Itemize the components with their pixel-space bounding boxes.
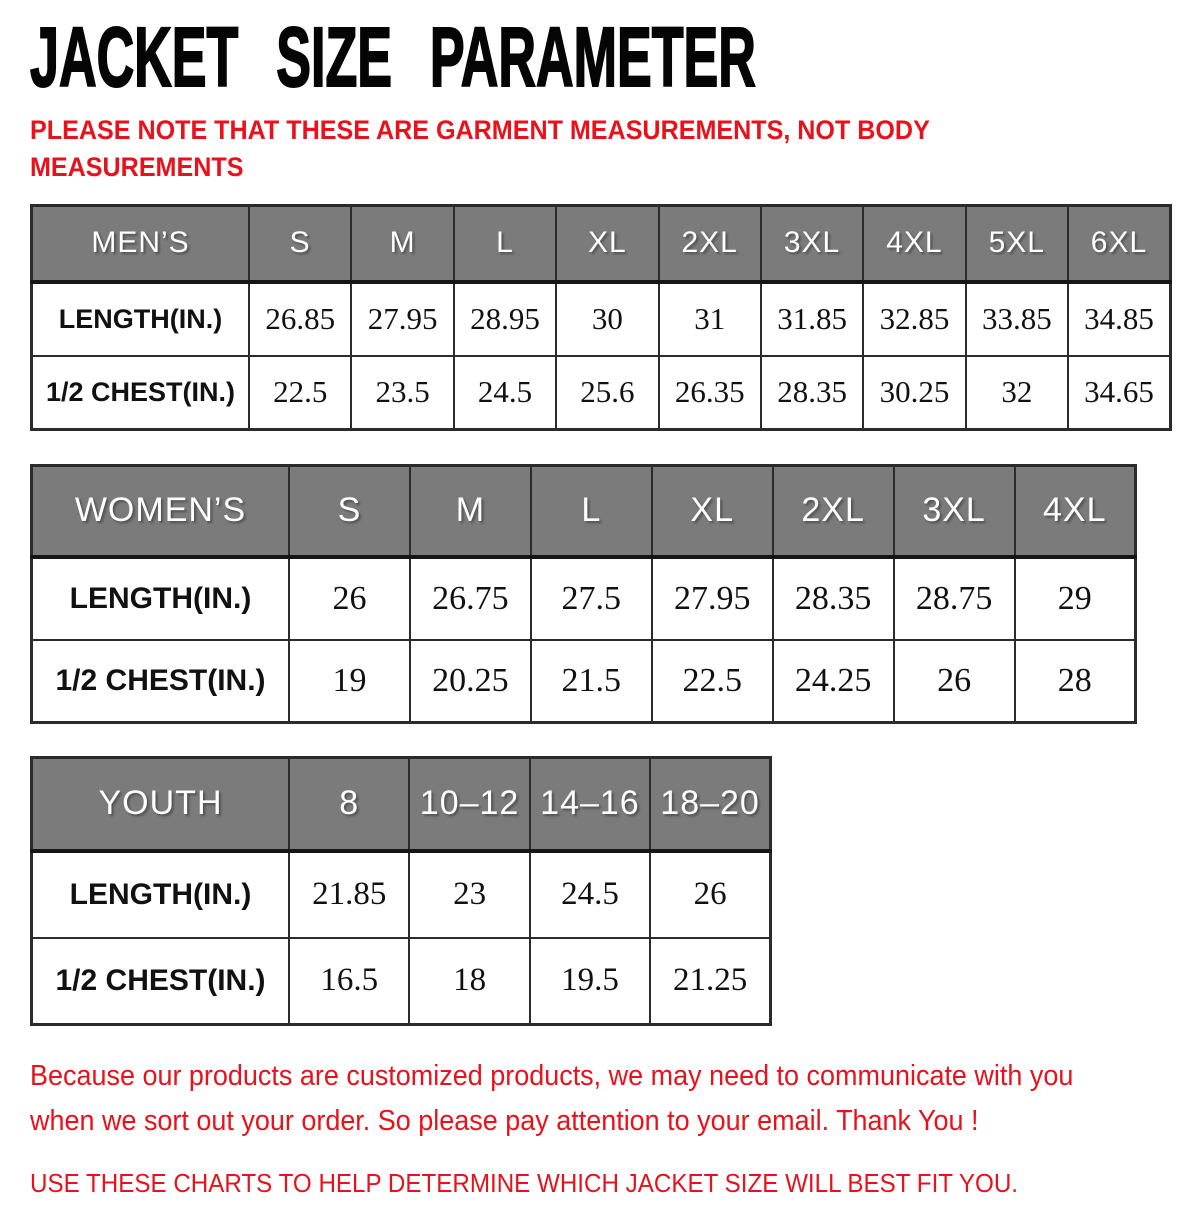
womens-measurement-value: 27.95 xyxy=(652,557,773,640)
note-line-2: MEASUREMENTS xyxy=(30,151,244,182)
youth-measurement-value: 18 xyxy=(409,938,529,1025)
youth-row-label: 1/2 CHEST(IN.) xyxy=(32,938,290,1025)
mens-row-label: LENGTH(IN.) xyxy=(32,282,250,356)
youth-measurement-value: 19.5 xyxy=(530,938,650,1025)
mens-size-header: XL xyxy=(556,205,658,282)
note-line-1: PLEASE NOTE THAT THESE ARE GARMENT MEASUREMENTS, NOT BODY xyxy=(30,114,930,145)
mens-size-header: M xyxy=(351,205,453,282)
womens-measurement-value: 24.25 xyxy=(773,640,894,723)
customization-notice-line-2: when we sort out your order. So please pay attention to your email. Thank You ! xyxy=(30,1104,979,1137)
womens-row-label: LENGTH(IN.) xyxy=(32,557,290,640)
womens-size-header: 2XL xyxy=(773,465,894,557)
youth-size-header: 8 xyxy=(289,757,409,851)
mens-measurement-value: 31.85 xyxy=(761,282,863,356)
mens-measurement-value: 32.85 xyxy=(863,282,965,356)
customization-notice-line-1: Because our products are customized products, we may need to communicate with you xyxy=(30,1059,1074,1092)
youth-measurement-value: 24.5 xyxy=(530,851,650,938)
mens-measurement-value: 34.65 xyxy=(1068,356,1171,430)
mens-size-header: 3XL xyxy=(761,205,863,282)
womens-size-header: XL xyxy=(652,465,773,557)
womens-measurement-value: 26 xyxy=(289,557,410,640)
mens-size-header: S xyxy=(249,205,351,282)
youth-measurement-value: 21.25 xyxy=(650,938,770,1025)
youth-measurement-value: 23 xyxy=(409,851,529,938)
womens-size-header: M xyxy=(410,465,531,557)
womens-measurement-value: 27.5 xyxy=(531,557,652,640)
jacket-size-chart-page xyxy=(0,10,1200,1200)
womens-table-title: WOMEN’S xyxy=(32,465,290,557)
youth-measurement-value: 26 xyxy=(650,851,770,938)
chart-usage-note: USE THESE CHARTS TO HELP DETERMINE WHICH JACKET SIZE WILL BEST FIT YOU. xyxy=(30,1167,1019,1198)
womens-measurement-value: 28 xyxy=(1015,640,1136,723)
womens-size-header: 3XL xyxy=(894,465,1015,557)
youth-row-label: LENGTH(IN.) xyxy=(32,851,290,938)
youth-data-row xyxy=(32,851,771,938)
mens-size-header: 6XL xyxy=(1068,205,1171,282)
mens-table-title: MEN’S xyxy=(32,205,250,282)
womens-header-row xyxy=(32,465,1136,557)
womens-measurement-value: 21.5 xyxy=(531,640,652,723)
womens-size-table xyxy=(30,464,1137,724)
mens-measurement-value: 23.5 xyxy=(351,356,453,430)
mens-size-header: 2XL xyxy=(659,205,761,282)
mens-measurement-value: 34.85 xyxy=(1068,282,1171,356)
mens-data-row xyxy=(32,282,1171,356)
womens-row-label: 1/2 CHEST(IN.) xyxy=(32,640,290,723)
womens-size-header: S xyxy=(289,465,410,557)
womens-size-header: L xyxy=(531,465,652,557)
mens-measurement-value: 31 xyxy=(659,282,761,356)
womens-measurement-value: 28.35 xyxy=(773,557,894,640)
womens-data-row xyxy=(32,640,1136,723)
youth-measurement-value: 21.85 xyxy=(289,851,409,938)
mens-header-row xyxy=(32,205,1171,282)
mens-measurement-value: 32 xyxy=(966,356,1068,430)
womens-measurement-value: 29 xyxy=(1015,557,1136,640)
womens-data-row xyxy=(32,557,1136,640)
youth-measurement-value: 16.5 xyxy=(289,938,409,1025)
youth-data-row xyxy=(32,938,771,1025)
mens-size-header: 4XL xyxy=(863,205,965,282)
mens-size-header: 5XL xyxy=(966,205,1068,282)
page-title: JACKET SIZE PARAMETER xyxy=(30,10,756,104)
mens-measurement-value: 26.85 xyxy=(249,282,351,356)
youth-table-title: YOUTH xyxy=(32,757,290,851)
mens-measurement-value: 28.35 xyxy=(761,356,863,430)
youth-size-header: 14–16 xyxy=(530,757,650,851)
mens-measurement-value: 26.35 xyxy=(659,356,761,430)
womens-measurement-value: 19 xyxy=(289,640,410,723)
garment-measurement-note xyxy=(30,112,1170,186)
mens-size-header: L xyxy=(454,205,556,282)
womens-measurement-value: 22.5 xyxy=(652,640,773,723)
mens-measurement-value: 27.95 xyxy=(351,282,453,356)
womens-measurement-value: 26 xyxy=(894,640,1015,723)
mens-measurement-value: 30.25 xyxy=(863,356,965,430)
womens-measurement-value: 28.75 xyxy=(894,557,1015,640)
mens-size-table xyxy=(30,204,1172,431)
womens-measurement-value: 26.75 xyxy=(410,557,531,640)
mens-row-label: 1/2 CHEST(IN.) xyxy=(32,356,250,430)
mens-measurement-value: 22.5 xyxy=(249,356,351,430)
mens-data-row xyxy=(32,356,1171,430)
mens-measurement-value: 25.6 xyxy=(556,356,658,430)
mens-measurement-value: 28.95 xyxy=(454,282,556,356)
youth-header-row xyxy=(32,757,771,851)
youth-size-header: 18–20 xyxy=(650,757,770,851)
youth-size-header: 10–12 xyxy=(409,757,529,851)
youth-size-table xyxy=(30,756,772,1026)
womens-size-header: 4XL xyxy=(1015,465,1136,557)
mens-measurement-value: 30 xyxy=(556,282,658,356)
mens-measurement-value: 24.5 xyxy=(454,356,556,430)
customization-notice xyxy=(30,1054,1170,1144)
mens-measurement-value: 33.85 xyxy=(966,282,1068,356)
womens-measurement-value: 20.25 xyxy=(410,640,531,723)
